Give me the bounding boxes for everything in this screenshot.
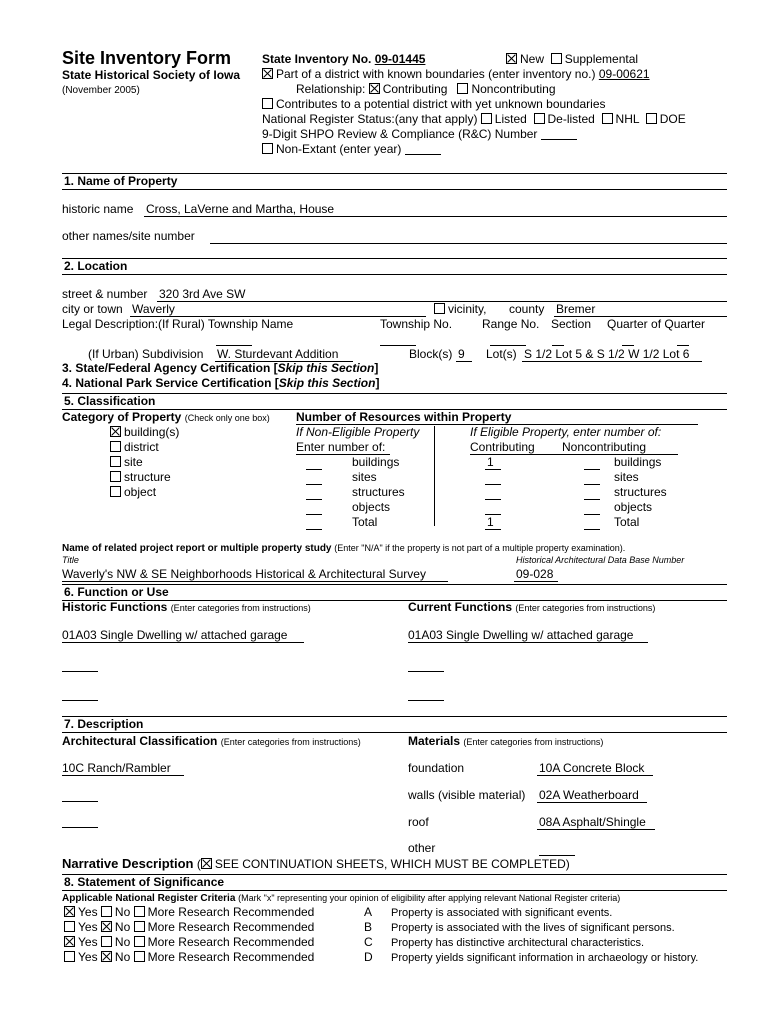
- shpo-label: 9-Digit SHPO Review & Compliance (R&C) Number: [262, 127, 538, 141]
- contributing-label: Contributing: [382, 82, 448, 96]
- vicinity-label: vicinity,: [448, 302, 487, 316]
- shpo-number-field[interactable]: [541, 130, 577, 140]
- nonextant-line: [262, 143, 441, 157]
- enter-number-label: Enter number of:: [296, 440, 386, 454]
- row-buildings-right: buildings: [614, 455, 662, 469]
- section-field[interactable]: [552, 345, 564, 346]
- quarter-of-quarter-field[interactable]: [677, 345, 689, 346]
- historic-functions-heading: Historic Functions (Enter categories from instructions): [62, 600, 311, 614]
- current-functions-heading: Current Functions (Enter categories from instructions): [408, 600, 656, 614]
- doe-checkbox[interactable]: [646, 113, 657, 124]
- noncontributing-col-label: Noncontributing: [562, 440, 647, 454]
- nhl-checkbox[interactable]: [602, 113, 613, 124]
- criterion-a-letter: A: [364, 905, 373, 919]
- historic-function-field-2[interactable]: [62, 671, 98, 672]
- other-names-label: other names/site number: [62, 229, 195, 243]
- historic-function-value[interactable]: 01A03 Single Dwelling w/ attached garage: [62, 628, 288, 642]
- legal-description-label: Legal Description:(If Rural) Township Name: [62, 317, 294, 331]
- category-heading: Category of Property (Check only one box): [62, 410, 270, 424]
- district-line: [262, 68, 650, 82]
- criterion-a-more-checkbox[interactable]: [134, 906, 145, 917]
- criteria-heading: Applicable National Register Criteria (Mark "x" representing your opinion of eligibility after applying relevant National Register criteria): [62, 893, 621, 904]
- section-2-header: 2. Location: [62, 258, 727, 275]
- row-total-right: Total: [614, 515, 640, 529]
- block-label: Block(s): [409, 347, 453, 361]
- category-structure[interactable]: structure: [110, 471, 171, 485]
- arch-class-field-3[interactable]: [62, 827, 98, 828]
- walls-value[interactable]: 02A Weatherboard: [539, 788, 639, 802]
- quarter-field[interactable]: [622, 345, 634, 346]
- criterion-d-more-checkbox[interactable]: [134, 951, 145, 962]
- narrative-line: Narrative Description ( SEE CONTINUATION SHEETS, WHICH MUST BE COMPLETED): [62, 856, 570, 871]
- criterion-c-text: Property has distinctive architectural characteristics.: [391, 937, 645, 949]
- other-names-field[interactable]: [210, 243, 727, 244]
- lot-value[interactable]: S 1/2 Lot 5 & S 1/2 W 1/2 Lot 6: [524, 347, 690, 361]
- category-district[interactable]: district: [110, 441, 159, 455]
- form-date: (November 2005): [62, 85, 140, 96]
- criterion-d-yes-checkbox[interactable]: [64, 951, 75, 962]
- row-objects-right: objects: [614, 500, 653, 514]
- narrative-checkbox[interactable]: [201, 858, 212, 869]
- urban-subdivision-value[interactable]: W. Sturdevant Addition: [217, 347, 339, 361]
- nr-status-label: National Register Status:(any that apply): [262, 112, 478, 126]
- criterion-b-options: Yes No More Research Recommended: [64, 921, 314, 935]
- form-title: Site Inventory Form: [62, 48, 232, 68]
- street-label: street & number: [62, 287, 148, 301]
- section-3-header: 3. State/Federal Agency Certification [Skip this Section]: [62, 361, 379, 375]
- category-building[interactable]: building(s): [110, 426, 179, 440]
- relationship-label: Relationship:: [296, 82, 366, 96]
- other-material-field[interactable]: [539, 855, 575, 856]
- district-checkbox[interactable]: [262, 68, 273, 79]
- lot-label: Lot(s): [486, 347, 517, 361]
- current-function-field-2[interactable]: [408, 671, 444, 672]
- urban-subdivision-label: (If Urban) Subdivision: [88, 347, 204, 361]
- noncontributing-checkbox[interactable]: [457, 83, 468, 94]
- row-total: Total: [352, 515, 378, 529]
- eligible-label: If Eligible Property, enter number of:: [470, 425, 662, 439]
- arch-class-heading: Architectural Classification (Enter categories from instructions): [62, 734, 361, 748]
- nonextant-checkbox[interactable]: [262, 143, 273, 154]
- org-name: State Historical Society of Iowa: [62, 68, 241, 82]
- relationship-line: [296, 83, 556, 97]
- row-structures: structures: [352, 485, 405, 499]
- city-value[interactable]: Waverly: [132, 302, 175, 316]
- township-no-field[interactable]: [380, 345, 416, 346]
- non-eligible-label: If Non-Eligible Property: [296, 425, 420, 439]
- title-caption: Title: [62, 555, 79, 565]
- criterion-b-text: Property is associated with the lives of significant persons.: [391, 922, 675, 934]
- criterion-d-no-checkbox[interactable]: [101, 951, 112, 962]
- current-function-value[interactable]: 01A03 Single Dwelling w/ attached garage: [408, 628, 634, 642]
- criterion-b-yes-checkbox[interactable]: [64, 921, 75, 932]
- section-label: Section: [551, 317, 592, 331]
- nr-status-line: [262, 113, 686, 127]
- criterion-b-no-checkbox[interactable]: [101, 921, 112, 932]
- county-label: county: [509, 302, 545, 316]
- arch-class-field-2[interactable]: [62, 801, 98, 802]
- category-site[interactable]: site: [110, 456, 143, 470]
- row-sites: sites: [352, 470, 377, 484]
- nonextant-label: Non-Extant (enter year): [276, 142, 402, 156]
- historic-name-label: historic name: [62, 202, 134, 216]
- category-object[interactable]: object: [110, 486, 156, 500]
- roof-label: roof: [408, 815, 429, 829]
- block-value[interactable]: 9: [458, 347, 465, 361]
- contributing-checkbox[interactable]: [369, 83, 380, 94]
- building-checkbox[interactable]: [110, 426, 121, 437]
- criterion-b-letter: B: [364, 920, 373, 934]
- section-7-header: 7. Description: [62, 716, 727, 733]
- criterion-a-options: Yes No More Research Recommended: [64, 906, 314, 920]
- criterion-d-options: Yes No More Research Recommended: [64, 951, 314, 965]
- materials-heading: Materials (Enter categories from instructions): [408, 734, 604, 748]
- inventory-label: State Inventory No.: [262, 52, 372, 66]
- section-6-header: 6. Function or Use: [62, 584, 727, 601]
- listed-label: Listed: [494, 112, 527, 126]
- potential-district-label: Contributes to a potential district with yet unknown boundaries: [276, 97, 606, 111]
- vicinity-checkbox[interactable]: [434, 303, 445, 314]
- vicinity-line: [434, 303, 486, 317]
- foundation-value[interactable]: 10A Concrete Block: [539, 761, 645, 775]
- row-buildings: buildings: [352, 455, 400, 469]
- delisted-label: De-listed: [547, 112, 595, 126]
- district-type-checkbox[interactable]: [110, 441, 121, 452]
- current-function-field-3[interactable]: [408, 700, 444, 701]
- contributing-total-value[interactable]: 1: [487, 515, 494, 529]
- criterion-c-letter: C: [364, 935, 373, 949]
- criterion-d-letter: D: [364, 950, 373, 964]
- street-value[interactable]: 320 3rd Ave SW: [159, 287, 246, 301]
- section-5-header: 5. Classification: [62, 393, 727, 410]
- criterion-c-no-checkbox[interactable]: [101, 936, 112, 947]
- row-structures-right: structures: [614, 485, 667, 499]
- criterion-c-more-checkbox[interactable]: [134, 936, 145, 947]
- county-value[interactable]: Bremer: [556, 302, 596, 316]
- section-4-header: 4. National Park Service Certification [Skip this Section]: [62, 376, 380, 390]
- historic-function-field-3[interactable]: [62, 700, 98, 701]
- structure-checkbox[interactable]: [110, 471, 121, 482]
- criterion-a-yes-checkbox[interactable]: [64, 906, 75, 917]
- township-no-label: Township No.: [380, 317, 453, 331]
- row-sites-right: sites: [614, 470, 639, 484]
- inventory-number-line: [262, 53, 425, 67]
- city-label: city or town: [62, 302, 123, 316]
- foundation-label: foundation: [408, 761, 465, 775]
- object-checkbox[interactable]: [110, 486, 121, 497]
- section-1-header: 1. Name of Property: [62, 173, 727, 190]
- supplemental-checkbox[interactable]: [551, 53, 562, 64]
- section-8-header: 8. Statement of Significance: [62, 874, 727, 891]
- study-title-value[interactable]: Waverly's NW & SE Neighborhoods Historical & Architectural Survey: [62, 567, 426, 581]
- site-checkbox[interactable]: [110, 456, 121, 467]
- range-no-label: Range No.: [482, 317, 540, 331]
- quarter-label: Quarter of Quarter: [607, 317, 706, 331]
- db-number-value[interactable]: 09-028: [516, 567, 554, 581]
- roof-value[interactable]: 08A Asphalt/Shingle: [539, 815, 646, 829]
- listed-checkbox[interactable]: [481, 113, 492, 124]
- contributing-buildings-value[interactable]: 1: [487, 455, 494, 469]
- township-name-field[interactable]: [216, 345, 252, 346]
- row-objects: objects: [352, 500, 391, 514]
- new-checkbox[interactable]: [506, 53, 517, 64]
- narrative-label: Narrative Description: [62, 856, 194, 871]
- related-study-heading: Name of related project report or multiple property study (Enter "N/A" if the property is not part of a multiple property examination).: [62, 543, 626, 554]
- nonextant-year-field[interactable]: [405, 145, 441, 155]
- contributing-col-label: Contributing: [470, 440, 535, 454]
- nhl-label: NHL: [615, 112, 640, 126]
- criterion-a-no-checkbox[interactable]: [101, 906, 112, 917]
- range-no-field[interactable]: [490, 345, 526, 346]
- resources-heading: Number of Resources within Property: [296, 410, 512, 424]
- district-number[interactable]: 09-00621: [598, 67, 650, 81]
- supplemental-label: Supplemental: [564, 52, 639, 66]
- criterion-c-options: Yes No More Research Recommended: [64, 936, 314, 950]
- historic-name-value[interactable]: Cross, LaVerne and Martha, House: [146, 202, 335, 216]
- noncontributing-label: Noncontributing: [471, 82, 556, 96]
- other-material-label: other: [408, 841, 436, 855]
- criterion-d-text: Property yields significant information in archaeology or history.: [391, 952, 699, 964]
- doe-label: DOE: [659, 112, 686, 126]
- inventory-number[interactable]: 09-01445: [374, 52, 426, 66]
- arch-class-value[interactable]: 10C Ranch/Rambler: [62, 761, 171, 775]
- db-number-caption: Historical Architectural Data Base Number: [516, 555, 685, 565]
- new-label: New: [520, 52, 545, 66]
- new-supp-line: [506, 53, 638, 67]
- criterion-b-more-checkbox[interactable]: [134, 921, 145, 932]
- walls-label: walls (visible material): [408, 788, 526, 802]
- district-label: Part of a district with known boundaries (enter inventory no.): [276, 67, 596, 81]
- narrative-text: SEE CONTINUATION SHEETS, WHICH MUST BE COMPLETED): [214, 857, 570, 871]
- criterion-c-yes-checkbox[interactable]: [64, 936, 75, 947]
- criterion-a-text: Property is associated with significant events.: [391, 907, 613, 919]
- shpo-line: [262, 128, 577, 142]
- potential-district-checkbox[interactable]: [262, 98, 273, 109]
- potential-line: [262, 98, 606, 112]
- delisted-checkbox[interactable]: [534, 113, 545, 124]
